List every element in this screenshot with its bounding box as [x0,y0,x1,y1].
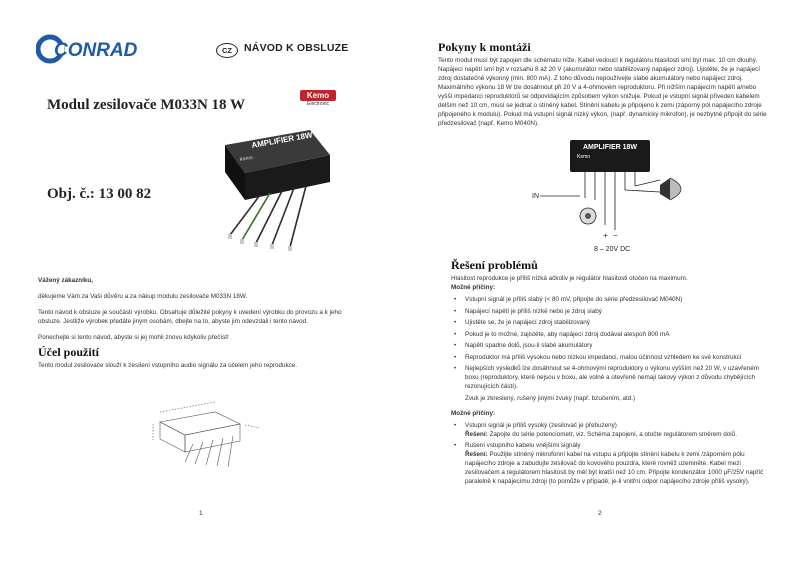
purpose-text: Tento modul zesilovače slouží k zesílení vstupního audio signálu za účelem jeho reprodukce. [38,362,298,369]
module-brand-text: Kemo [239,154,254,163]
cause-text: Vstupní signál je příliš vysoký (zesilovač je přebuzený) [465,421,617,429]
causes-list-2 [451,421,771,487]
mounting-heading: Pokyny k montáži [438,40,531,54]
causes-list-1 [451,295,771,391]
greeting: Vážený zákazníku, [38,277,93,284]
list-item: • Ujistěte se, že je napájecí zdroj stabilizovaný [451,318,771,327]
wiring-diagram [530,130,705,265]
language-badge: CZ [216,43,238,58]
causes-label-1: Možné příčiny: [451,284,496,291]
mounting-text: Tento modul musí být zapojen dle schématu níže. Kabel vedoucí k regulátoru hlasitosti smí být max. 10 cm dlouhý. Napájecí napětí smí být v rozsahu 8 až 20 V (akumulátor nebo stabilizovaný napájecí zdroj). Ujistěte, že je napájecí zdroj dostatečně výkonný (min. 800 mA). Z toho důvodu nepoužívejte slabé akumulátory nebo napájecí zdroj. Maximálního výkonu 18 W lze dosáhnout při 20 V a 4-ohmovém reproduktoru. Při nižším napájecím napětí a/nebo vyšší impedanci reproduktorů se odpovídajícím způsobem výkon snižuje. Pokud je vstupní signál přiveden kabelem delším než 10 cm, musí se jednat o stíněný kabel. Stínění kabelu je připojeno k zemi (záporný pól napájecího zdroje připojeného k modulu). Pokud má vstupní signál nízký výkon, (např. dynamický mikrofon), je nezbytné připojit do série předzesilovač (např. Kemo M040N). [438,57,767,127]
solution-text: Zapojte do série potenciometr, viz. Schéma zapojení, a otočte regulátorem směrem dolů. [489,430,737,438]
intro-paragraph-3: Ponechejte si tento návod, abyste si jej mohli znovu kdykoliv přečíst! [38,334,229,341]
kemo-logo-sub: Electronic [307,101,329,107]
cause-text: Rušení vstupního kabelu vnějšími signály [465,442,581,449]
diagram-brand: Kemo [577,154,591,160]
kemo-logo-name: Kemo [300,90,336,101]
dimension-drawing [145,392,270,472]
list-item: • Napětí spadne dolů, jsou-li slabé akumulátory [451,341,771,350]
page-number-left: 1 [199,510,203,517]
list-item: • Reproduktor má příliš vysokou nebo nízkou impedanci, malou účinnost vzhledem ke své konstrukci [451,353,771,362]
list-item: • Napájecí napětí je příliš nízké nebo je zdroj slabý [451,307,771,316]
solution-text: Použijte stíněný mikrofonní kabel na vstupu a připojte stínění kabelu k zemi /záporném pólu napájecího zdroje a zabudujte zesilovač do kovového pouzdra, které rovněž uzemněte. Kabel mezi zesilovačem a regulátorem hlasitosti by měl být kratší než 10 cm. Připojte kondenzátor 1000 µF/25V napříč paralelně k napájecímu zdroji (to pomůže v případě, je-li vnitřní odpor napájecího zdroje příliš vysoký). [465,451,764,485]
module-label-text: AMPLIFIER 18W [250,130,314,150]
intro-paragraph-1: děkujeme Vám za Vaši důvěru a za nákup modulu zesilovače M033N 18W. [38,293,248,300]
troubleshooting-heading: Řešení problémů [451,258,538,272]
intro-text [38,276,358,342]
conrad-logo [36,34,144,64]
amplifier-module-photo [190,115,345,255]
intro-paragraph-2: Tento návod k obsluze je součástí výrobku. Obsahuje důležité pokyny k uvedení výrobku do provozu a k jeho obsluze. Jestliže výrobek předáte jiným osobám, dbejte na to, abyste jim odevzdali i tento návod. [38,309,342,325]
solution-label: Řešení: [465,451,488,458]
troubleshooting-section [451,274,771,489]
speaker-icon [660,178,670,200]
page-number-right: 2 [598,510,602,517]
conrad-logo-text: CONRAD [54,40,138,61]
purpose-heading: Účel použití [38,345,99,359]
diagram-input-label: IN [532,193,539,200]
distortion-text: Zvuk je zkreslený, rušený jinými zvuky (např. bzučením, atd.) [465,394,636,402]
list-item: • Pokud je to možné, zajistěte, aby napájecí zdroj dodával alespoň 800 mA [451,330,771,339]
kemo-logo [300,90,336,110]
list-item [451,421,771,439]
list-item: • Nejlepších výsledků lze dosáhnout se 4-ohmovými reproduktory o výkonu vyšším než 20 W, v uzavřeném boxu (reproduktory, které nejsou v boxu, ale volně a otevřeně nemají takový výkon z důvodu chybějících rezonujících částí). [451,364,771,391]
solution-label: Řešení: [465,430,488,438]
product-title: Modul zesilovače M033N 18 W [47,97,246,113]
manual-title: NÁVOD K OBSLUZE [244,42,349,54]
trouble-intro: Hlasitost reprodukce je příliš nízká ačkoliv je regulátor hlasitosti otočen na maximum. [451,275,688,282]
diagram-power-label: 8 – 20V DC [594,246,631,253]
order-number: Obj. č.: 13 00 82 [47,186,152,202]
list-item: • Vstupní signál je příliš slabý (< 80 mV, připojte do série předzesilovač M040N) [451,295,771,304]
diagram-minus: − [613,231,618,240]
diagram-amp-title: AMPLIFIER 18W [582,144,638,151]
diagram-plus: + [603,231,608,240]
causes-label-2: Možné příčiny: [451,409,496,417]
list-item [451,441,771,486]
